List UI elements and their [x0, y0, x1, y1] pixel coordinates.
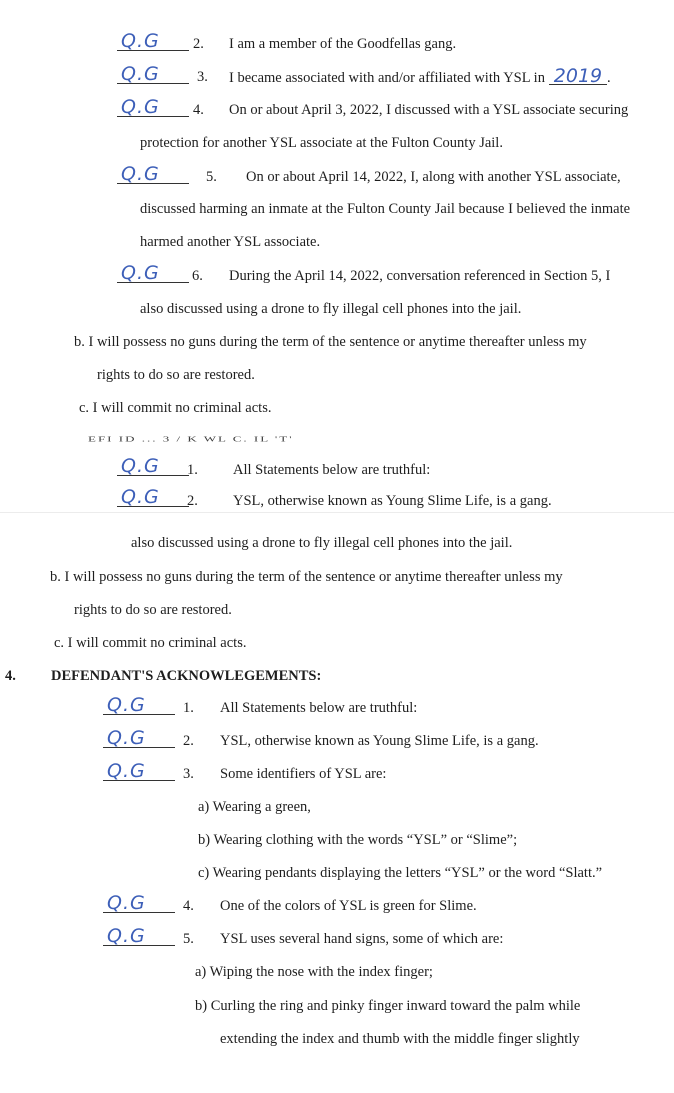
condition-c-line: c. I will commit no criminal acts. — [54, 635, 247, 651]
hand-sign-item: b) Curling the ring and pinky finger inward toward the palm while — [195, 998, 581, 1014]
initials-field[interactable]: Q.G — [103, 761, 175, 781]
handwritten-year-field[interactable]: 2019 — [549, 68, 607, 85]
initials-field[interactable]: Q.G — [117, 456, 189, 476]
statement-continuation: protection for another YSL associate at the Fulton County Jail. — [140, 135, 503, 151]
item-number: 4. — [183, 898, 194, 914]
statement-text — [229, 65, 611, 87]
statement-continuation: also discussed using a drone to fly illegal cell phones into the jail. — [131, 535, 513, 551]
statement-text-main: I became associated with and/or affiliated with YSL in — [229, 70, 545, 86]
statement-text: During the April 14, 2022, conversation referenced in Section 5, I — [229, 268, 611, 284]
statement-continuation: harmed another YSL associate. — [140, 234, 321, 250]
hand-sign-continuation: extending the index and thumb with the middle finger slightly — [220, 1031, 580, 1047]
statement-text: All Statements below are truthful: — [233, 462, 431, 478]
item-number: 6. — [192, 268, 203, 284]
initials-field[interactable]: Q.G — [117, 64, 189, 84]
initials-field[interactable]: Q.G — [117, 31, 189, 51]
statement-text: On or about April 3, 2022, I discussed with a YSL associate securing — [229, 102, 629, 118]
initials-field[interactable]: Q.G — [103, 926, 175, 946]
initials-field[interactable]: Q.G — [117, 263, 189, 283]
condition-b-line: b. I will possess no guns during the term of the sentence or anytime thereafter unless my — [50, 569, 563, 585]
identifier-item: b) Wearing clothing with the words “YSL” or “Slime”; — [198, 832, 518, 848]
identifier-item: a) Wearing a green, — [198, 799, 311, 815]
statement-text: I am a member of the Goodfellas gang. — [229, 36, 457, 52]
initials-field[interactable]: Q.G — [117, 164, 189, 184]
condition-b-line: b. I will possess no guns during the term of the sentence or anytime thereafter unless my — [74, 334, 587, 350]
section-title: DEFENDANT'S ACKNOWLEGEMENTS: — [51, 668, 322, 684]
initials-field[interactable]: Q.G — [103, 728, 175, 748]
page-splice-divider — [0, 512, 674, 513]
garbled-section-heading: EFI ID ... 3 / K WL C. IL 'T' — [88, 434, 294, 444]
item-number: 2. — [183, 733, 194, 749]
item-number: 1. — [187, 462, 198, 478]
identifier-item: c) Wearing pendants displaying the letters “YSL” or the word “Slatt.” — [198, 865, 603, 881]
item-number: 5. — [206, 169, 217, 185]
statement-text: YSL uses several hand signs, some of which are: — [220, 931, 504, 947]
item-number: 4. — [193, 102, 204, 118]
item-number: 2. — [187, 493, 198, 509]
initials-field[interactable]: Q.G — [117, 487, 189, 507]
statement-continuation: also discussed using a drone to fly illegal cell phones into the jail. — [140, 301, 522, 317]
hand-sign-item: a) Wiping the nose with the index finger; — [195, 964, 433, 980]
item-number: 1. — [183, 700, 194, 716]
statement-trail: . — [606, 70, 611, 86]
statement-continuation: discussed harming an inmate at the Fulton County Jail because I believed the inmate — [140, 201, 631, 217]
item-number: 2. — [193, 36, 204, 52]
section-number: 4. — [5, 668, 16, 684]
statement-text: Some identifiers of YSL are: — [220, 766, 387, 782]
statement-text: On or about April 14, 2022, I, along with another YSL associate, — [246, 169, 621, 185]
condition-c-line: c. I will commit no criminal acts. — [79, 400, 272, 416]
condition-b-continuation: rights to do so are restored. — [74, 602, 232, 618]
statement-text: YSL, otherwise known as Young Slime Life, is a gang. — [220, 733, 539, 749]
statement-text: YSL, otherwise known as Young Slime Life, is a gang. — [233, 493, 552, 509]
initials-field[interactable]: Q.G — [103, 695, 175, 715]
initials-field[interactable]: Q.G — [117, 97, 189, 117]
statement-text: One of the colors of YSL is green for Slime. — [220, 898, 477, 914]
item-number: 3. — [183, 766, 194, 782]
item-number: 5. — [183, 931, 194, 947]
initials-field[interactable]: Q.G — [103, 893, 175, 913]
condition-b-continuation: rights to do so are restored. — [97, 367, 255, 383]
statement-text: All Statements below are truthful: — [220, 700, 418, 716]
item-number: 3. — [197, 69, 208, 85]
